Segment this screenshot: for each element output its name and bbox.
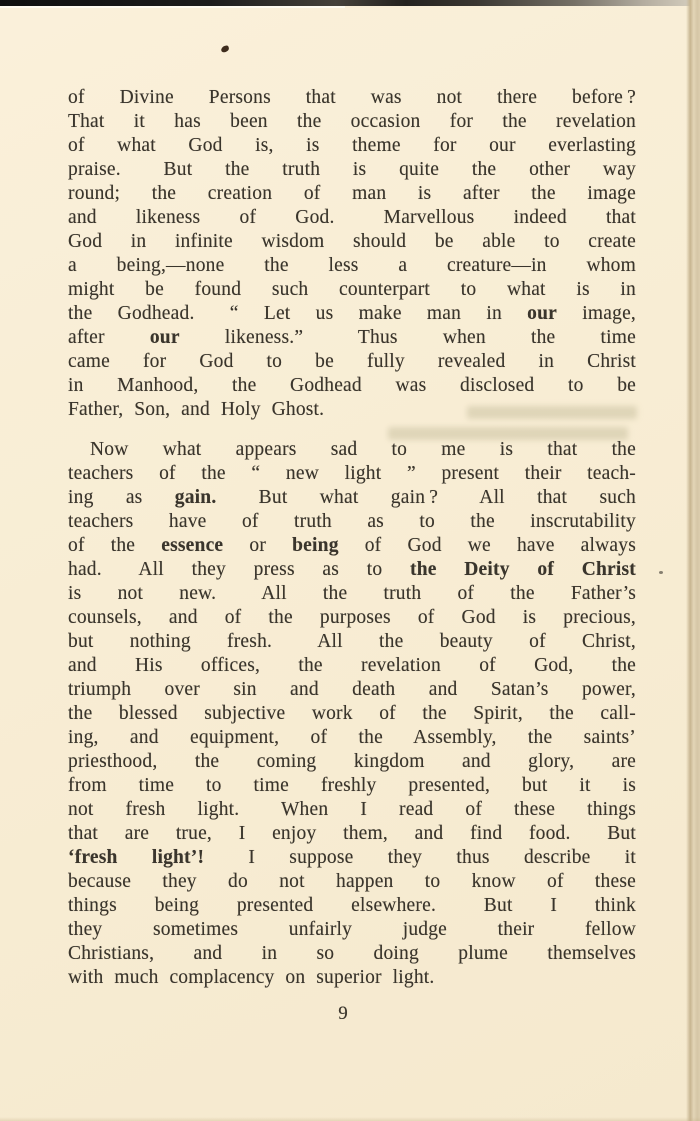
text-line: after our likeness.” Thus when the time: [68, 327, 636, 348]
text-line: ‘fresh light’! I suppose they thus describe it: [68, 847, 636, 868]
bold-text: our: [149, 327, 180, 348]
text-line: Father, Son, and Holy Ghost.: [68, 399, 325, 420]
page-number: 9: [338, 1003, 348, 1024]
bold-text: essence: [161, 535, 224, 556]
text-line: from time to time freshly presented, but it is: [68, 775, 636, 796]
ink-spot: [220, 45, 229, 53]
text-line: they sometimes unfairly judge their fellow: [68, 919, 636, 940]
text-line: teachers of the “ new light ” present their teach-: [68, 463, 636, 484]
text-line: That it has been the occasion for the revelation: [68, 111, 636, 132]
text-line: had. All they press as to the Deity of Christ: [68, 559, 636, 580]
bold-text: the Deity of Christ: [410, 559, 636, 580]
text-line: ing, and equipment, of the Assembly, the saints’: [68, 727, 636, 748]
text-line: teachers have of truth as to the inscrutability: [68, 511, 636, 532]
text-line: of Divine Persons that was not there before ?: [68, 87, 636, 108]
text-block: [68, 86, 636, 990]
text-line: not fresh light. When I read of these things: [68, 799, 636, 820]
text-line: came for God to be fully revealed in Christ: [68, 351, 636, 372]
text-line: and His offices, the revelation of God, the: [68, 655, 636, 676]
text-line: Christians, and in so doing plume themselves: [68, 943, 636, 964]
paragraph: [68, 438, 636, 990]
text-line: a being,—none the less a creature—in whom: [68, 255, 636, 276]
text-line: the Godhead. “ Let us make man in our image,: [68, 303, 636, 324]
text-line: priesthood, the coming kingdom and glory, are: [68, 751, 636, 772]
text-line: Now what appears sad to me is that the: [90, 439, 636, 460]
text-line: and likeness of God. Marvellous indeed that: [68, 207, 636, 228]
text-line: but nothing fresh. All the beauty of Christ,: [68, 631, 636, 652]
text-line: that are true, I enjoy them, and find food. But: [68, 823, 636, 844]
text-line: things being presented elsewhere. But I think: [68, 895, 636, 916]
text-line: might be found such counterpart to what is in: [68, 279, 636, 300]
bold-text: ‘fresh light’!: [68, 847, 205, 868]
text-line: praise. But the truth is quite the other way: [68, 159, 636, 180]
text-line: in Manhood, the Godhead was disclosed to be: [68, 375, 636, 396]
text-line: God in infinite wisdom should be able to create: [68, 231, 636, 252]
text-line: because they do not happen to know of these: [68, 871, 636, 892]
page-edge-bottom: [0, 1117, 700, 1121]
ink-speck: [659, 571, 663, 574]
bold-text: being: [292, 535, 339, 556]
text-line: is not new. All the truth of the Father’s: [68, 583, 636, 604]
text-line: with much complacency on superior light.: [68, 967, 435, 988]
bold-text: our: [527, 303, 558, 324]
text-line: triumph over sin and death and Satan’s power,: [68, 679, 636, 700]
scan-edge-highlight: [0, 6, 345, 8]
text-line: ing as gain. But what gain ? All that such: [68, 487, 637, 508]
text-line: counsels, and of the purposes of God is precious,: [68, 607, 636, 628]
page-edge-right: [686, 0, 700, 1121]
paragraph: [68, 86, 636, 422]
bold-text: gain.: [174, 487, 217, 508]
text-line: of the essence or being of God we have always: [68, 535, 636, 556]
text-line: the blessed subjective work of the Spirit, the call-: [68, 703, 636, 724]
text-line: of what God is, is theme for our everlasting: [68, 135, 636, 156]
text-line: round; the creation of man is after the image: [68, 183, 636, 204]
